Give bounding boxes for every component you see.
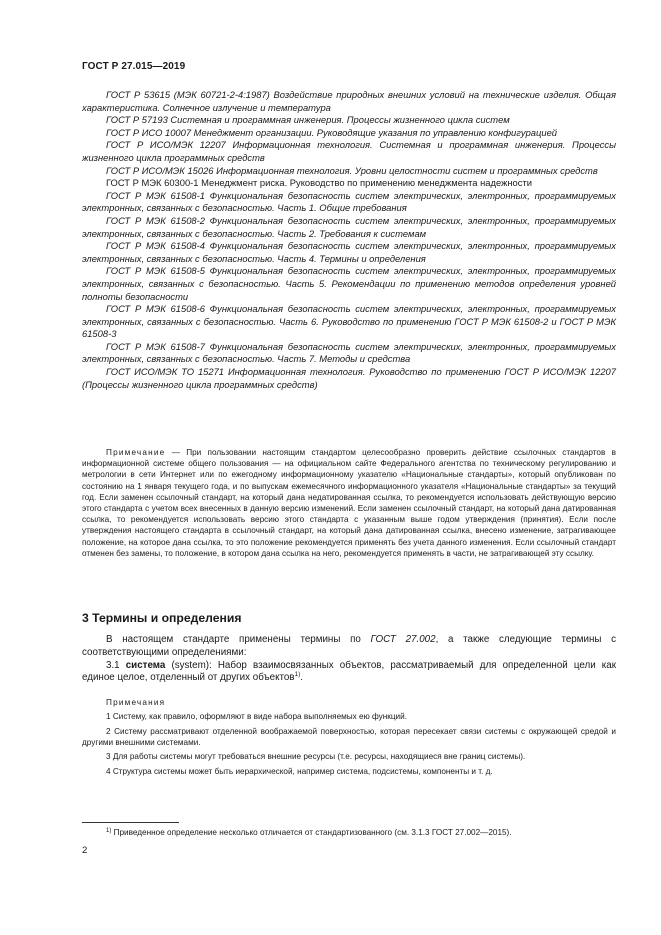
reference-item: ГОСТ Р МЭК 61508-6 Функциональная безопасность систем электрических, электронных, программируемых электронных, связанных с безопасностью. Часть 6. Руководство по применению ГОСТ Р МЭК 61508-2 и ГОСТ Р МЭК 61508-3 <box>82 303 616 340</box>
term-name: система <box>125 659 166 671</box>
references-note <box>82 447 616 559</box>
page-number: 2 <box>82 845 88 856</box>
note-item: 4 Структура системы может быть иерархической, например система, подсистемы, компоненты и т. д. <box>106 766 493 776</box>
note-label: Примечание <box>106 448 166 457</box>
page-header: ГОСТ Р 27.015—2019 <box>82 61 186 72</box>
reference-item: ГОСТ Р МЭК 61508-2 Функциональная безопасность систем электрических, электронных, программируемых электронных, связанных с безопасностью. Часть 2. Требования к системам <box>82 214 616 239</box>
reference-item: ГОСТ Р ИСО 10007 Менеджмент организации. Руководящие указания по управлению конфигурацией <box>106 126 558 138</box>
footnote-divider <box>82 822 179 823</box>
term-english: (system): <box>165 659 212 671</box>
footnote <box>82 827 616 838</box>
term-notes <box>82 697 616 780</box>
reference-item: ГОСТ Р МЭК 61508-5 Функциональная безопасность систем электрических, электронных, программируемых электронных, связанных с безопасностью. Часть 5. Рекомендации по применению методов определения уровней полноты безопасности <box>82 265 616 302</box>
footnote-reference: 1) <box>294 671 301 679</box>
intro-paragraph: В настоящем стандарте применены термины по ГОСТ 27.002, а также следующие термины с соответствующими определениями: <box>82 634 616 658</box>
reference-item: ГОСТ Р 53615 (МЭК 60721-2-4:1987) Воздействие природных внешних условий на технические изделия. Общая характеристика. Солнечное излучение и температура <box>82 89 616 113</box>
notes-label: Примечания <box>106 698 166 707</box>
footnote-text: Приведенное определение несколько отличается от стандартизованного (см. 3.1.3 ГОСТ 27.002—2015). <box>111 828 512 837</box>
reference-item: ГОСТ Р МЭК 61508-4 Функциональная безопасность систем электрических, электронных, программируемых электронных, связанных с безопасностью. Часть 4. Термины и определения <box>82 240 616 264</box>
normative-references-list <box>82 89 616 391</box>
section-title: 3 Термины и определения <box>82 611 242 625</box>
note-item: 2 Систему рассматривают отделенной воображаемой поверхностью, которая пересекает связи системы с окружающей средой и другими внешними системами. <box>82 726 616 747</box>
note-item: 1 Систему, как правило, оформляют в виде набора выполняемых ею функций. <box>106 712 407 722</box>
footnote-mark: 1) <box>106 828 112 834</box>
reference-item: ГОСТ ИСО/МЭК ТО 15271 Информационная технология. Руководство по применению ГОСТ Р ИСО/МЭК 12207 (Процессы жизненного цикла программных средств) <box>82 366 616 390</box>
section-body <box>82 634 616 685</box>
reference-item: ГОСТ Р МЭК 61508-7 Функциональная безопасность систем электрических, электронных, программируемых электронных, связанных с безопасностью. Часть 7. Методы и средства <box>82 340 616 365</box>
reference-item: ГОСТ Р 57193 Системная и программная инженерия. Процессы жизненного цикла систем <box>106 114 510 126</box>
term-definition: 3.1 система (system): Набор взаимосвязанных объектов, рассматриваемый для определенной цели как единое целое, отделенный от других объектов$^{1)}$. <box>82 659 617 684</box>
reference-item: ГОСТ Р МЭК 60300-1 Менеджмент риска. Руководство по применению менеджмента надежности <box>106 177 532 189</box>
reference-item: ГОСТ Р ИСО/МЭК 15026 Информационная технология. Уровни целостности систем и программных средств <box>106 164 598 176</box>
standard-reference-link: ГОСТ 27.002 <box>370 634 436 645</box>
note-item: 3 Для работы системы могут требоваться внешние ресурсы (т.е. ресурсы, находящиеся вне границ системы). <box>106 752 526 762</box>
reference-item: ГОСТ Р ИСО/МЭК 12207 Информационная технология. Системная и программная инженерия. Процессы жизненного цикла программных средств <box>82 139 616 163</box>
reference-item: ГОСТ Р МЭК 61508-1 Функциональная безопасность систем электрических, электронных, программируемых электронных, связанных с безопасностью. Часть 1. Общие требования <box>82 189 616 214</box>
note-text: — При пользовании настоящим стандартом целесообразно проверить действие ссылочных стандартов в информационной системе общего пользования — на официальном сайте Федерального агентства по техническому регулированию и метрологии в сети Интернет или по ежегодному информационному указателю «Национальные стандарты», который опубликован по состоянию на 1 января текущего года, и по выпускам ежемесячного информационного указателя «Национальные стандарты» за текущий год. Если заменен ссылочный стандарт, на который дана недатированная ссылка, то рекомендуется использовать действующую версию этого стандарта с учетом всех внесенных в данную версию изменений. Если заменен ссылочный стандарт, на который дана датированная ссылка, то рекомендуется использовать версию этого стандарта с указанным выше годом утверждения (принятия). Если после утверждения настоящего стандарта в ссылочный стандарт, на который дана датированная ссылка, внесено изменение, затрагивающее положение, на которое дана ссылка, то это положение рекомендуется применять без учета данного изменения. Если ссылочный стандарт отменен без замены, то положение, в котором дана ссылка на него, рекомендуется применять в части, не затрагивающей эту ссылку. <box>82 448 616 558</box>
